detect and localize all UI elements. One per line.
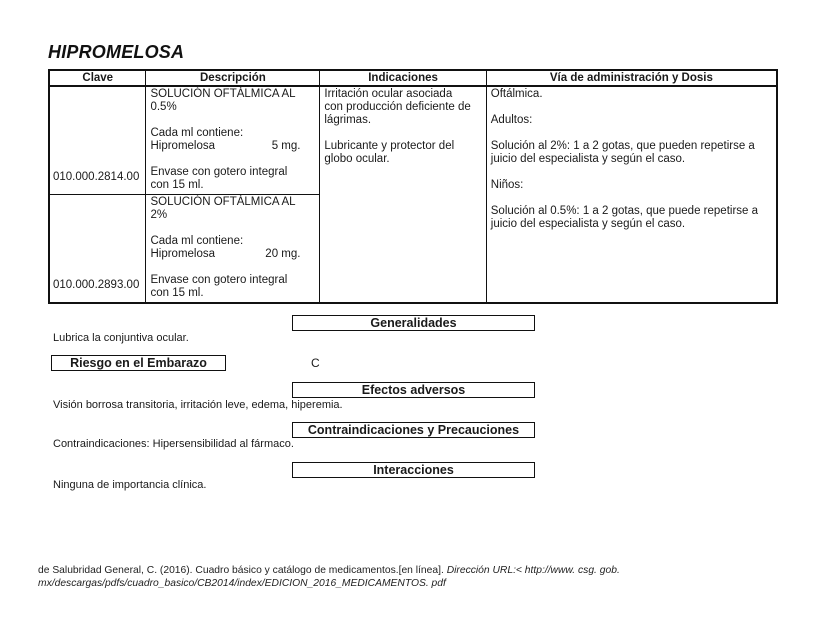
indic-line: con producción deficiente de [324,101,471,113]
desc-line: Cada ml contiene: [150,127,244,139]
reference-citation [38,565,658,590]
via-line: Oftálmica. [490,88,543,100]
descripcion-cell [146,86,320,195]
desc-line: Cada ml contiene: [150,235,244,247]
indicaciones-cell [320,86,486,303]
indic-line: Lubricante y protector del [324,140,455,152]
table-header-row [49,70,777,86]
via-line: Solución al 0.5%: 1 a 2 gotas, que puede repetirse a [490,205,759,217]
via-line: juicio del especialista y según el caso. [490,153,686,165]
component-name: Hipromelosa [150,140,216,152]
riesgo-embarazo-value: C [311,356,320,370]
via-line: Niños: [490,179,524,191]
drug-title: HIPROMELOSA [48,42,185,62]
table-row [49,86,777,195]
header-indicaciones: Indicaciones [320,70,486,86]
component-row [150,140,300,153]
generalidades-heading: Generalidades [292,315,535,331]
clave-cell: 010.000.2814.00 [49,86,146,195]
reference-url-part: mx/descargas/pdfs/cuadro_basico/CB2014/index/EDICION_2016_MEDICAMENTOS. pdf [38,577,446,589]
via-line: juicio del especialista y según el caso. [490,218,686,230]
component-amount: 5 mg. [271,140,301,152]
via-dosis-cell [486,86,777,303]
riesgo-embarazo-heading: Riesgo en el Embarazo [51,355,226,371]
contraindicaciones-heading: Contraindicaciones y Precauciones [292,422,535,438]
indic-line: globo ocular. [324,153,390,165]
efectos-adversos-text: Visión borrosa transitoria, irritación leve, edema, hiperemia. [53,399,343,411]
reference-url-part: Dirección URL:< http://www. csg. gob. [446,565,620,576]
contraindicaciones-text: Contraindicaciones: Hipersensibilidad al fármaco. [53,438,294,450]
desc-line: 2% [150,209,168,221]
descripcion-cell [146,195,320,304]
component-row [150,248,300,261]
efectos-adversos-heading: Efectos adversos [292,382,535,398]
component-amount: 20 mg. [265,248,301,260]
via-line: Adultos: [490,114,533,126]
drug-info-table [48,69,778,304]
interacciones-heading: Interacciones [292,462,535,478]
desc-line: Envase con gotero integral [150,166,288,178]
header-clave: Clave [49,70,146,86]
header-descripcion: Descripción [146,70,320,86]
desc-line: Envase con gotero integral [150,274,288,286]
indic-line: lágrimas. [324,114,372,126]
interacciones-text: Ninguna de importancia clínica. [53,479,207,491]
desc-line: con 15 ml. [150,287,204,299]
generalidades-text: Lubrica la conjuntiva ocular. [53,332,189,344]
clave-cell: 010.000.2893.00 [49,195,146,304]
desc-line: 0.5% [150,101,177,113]
indic-line: Irritación ocular asociada [324,88,453,100]
header-via-dosis: Vía de administración y Dosis [486,70,777,86]
desc-line: SOLUCIÓN OFTÁLMICA AL [150,196,296,208]
desc-line: con 15 ml. [150,179,204,191]
reference-text: de Salubridad General, C. (2016). Cuadro básico y catálogo de medicamentos.[en línea]. [38,565,447,576]
desc-line: SOLUCIÓN OFTÁLMICA AL [150,88,296,100]
via-line: Solución al 2%: 1 a 2 gotas, que pueden repetirse a [490,140,755,152]
component-name: Hipromelosa [150,248,216,260]
